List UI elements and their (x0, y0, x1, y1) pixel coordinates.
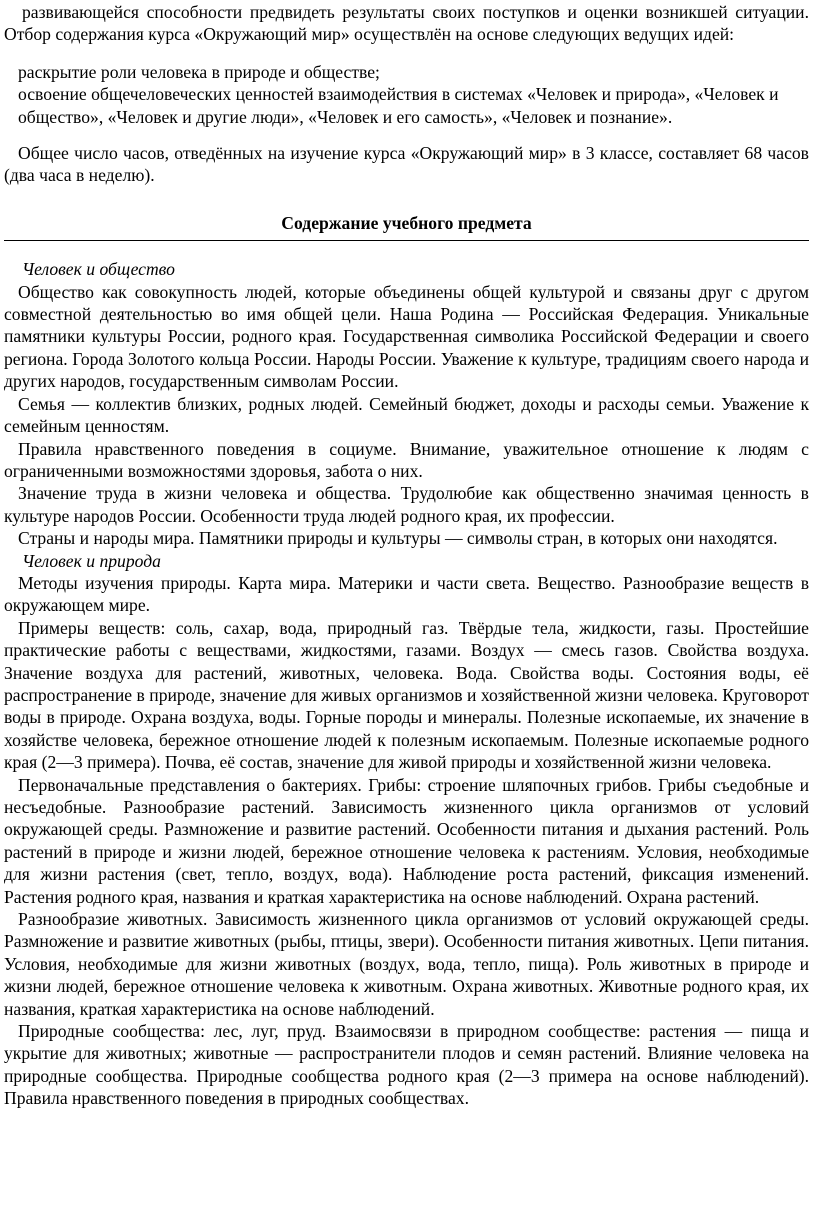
list-item: раскрытие роли человека в природе и обществе; (18, 61, 380, 82)
society-paragraph: Страны и народы мира. Памятники природы и культуры — символы стран, в которых они находятся. (18, 528, 778, 549)
section-title: Содержание учебного предмета (4, 212, 809, 241)
document-page (0, 1, 816, 1224)
nature-paragraph: Первоначальные представления о бактериях. Грибы: строение шляпочных грибов. Грибы съедобные и несъедобные. Разнообразие растений. Зависимость жизненного цикла организмов от условий окружающей среды. Размножение и развитие растений. Особенности питания и дыхания растений. Роль растений в природе и жизни людей, бережное отношение человека к растениям. Условия, необходимые для жизни растения (свет, тепло, воздух, вода). Наблюдение роста растений, фиксация изменений. Растения родного края, названия и краткая характеристика на основе наблюдений. Охрана растений. (4, 774, 809, 907)
nature-paragraph: Разнообразие животных. Зависимость жизненного цикла организмов от условий окружающей среды. Размножение и развитие животных (рыбы, птицы, звери). Особенности питания животных. Цепи питания. Условия, необходимые для жизни животных (воздух, вода, тепло, пища). Роль животных в природе и жизни людей, бережное отношение человека к животным. Охрана животных. Животные родного края, их названия, краткая характеристика на основе наблюдений. (4, 909, 809, 1019)
key-ideas-list (18, 61, 809, 128)
hours-paragraph: Общее число часов, отведённых на изучение курса «Окружающий мир» в 3 классе, составляет 68 часов (два часа в неделю). (4, 143, 809, 186)
nature-paragraph: Природные сообщества: лес, луг, пруд. Взаимосвязи в природном сообществе: растения — пища и укрытие для животных; животные — распространители плодов и семян растений. Влияние человека на природные сообщества. Природные сообщества родного края (2—3 примера на основе наблюдений). Правила нравственного поведения в природных сообществах. (4, 1021, 809, 1109)
society-paragraph: Семья — коллектив близких, родных людей. Семейный бюджет, доходы и расходы семьи. Уважение к семейным ценностям. (4, 393, 809, 437)
nature-paragraph: Примеры веществ: соль, сахар, вода, природный газ. Твёрдые тела, жидкости, газы. Простейшие практические работы с веществами, жидкостями, газами. Воздух — смесь газов. Свойства воздуха. Значение воздуха для растений, животных, человека. Вода. Свойства воды. Состояния воды, её распространение в природе, значение для живых организмов и хозяйственной жизни человека. Круговорот воды в природе. Охрана воздуха, воды. Горные породы и минералы. Полезные ископаемые, их значение в хозяйстве человека, бережное отношение людей к полезным ископаемым. Полезные ископаемые родного края (2—3 примера). Почва, её состав, значение для живой природы и хозяйственной жизни человека. (4, 617, 809, 773)
nature-paragraph: Методы изучения природы. Карта мира. Материки и части света. Вещество. Разнообразие веществ в окружающем мире. (4, 572, 809, 616)
list-item: освоение общечеловеческих ценностей взаимодействия в системах «Человек и природа», «Человек и общество», «Человек и другие люди», «Человек и его самость», «Человек и познание». (18, 84, 779, 127)
society-paragraph: Правила нравственного поведения в социуме. Внимание, уважительное отношение к людям с ограниченными возможностями здоровья, забота о них. (4, 438, 809, 481)
society-paragraph: Значение труда в жизни человека и общества. Трудолюбие как общественно значимая ценность в культуре народов России. Особенности труда людей родного края, их профессии. (4, 483, 809, 526)
nature-heading: Человек и природа (22, 550, 161, 571)
society-heading: Человек и общество (22, 259, 175, 280)
society-paragraph: Общество как совокупность людей, которые объединены общей культурой и связаны друг с другом совместной деятельностью во имя общей цели. Наша Родина — Российская Федерация. Уникальные памятники культуры России, родного края. Государственная символика Российской Федерации и своего региона. Города Золотого кольца России. Народы России. Уважение к культуре, традициям своего народа и других народов, государственным символам России. (4, 281, 809, 392)
intro-paragraph: развивающейся способности предвидеть результаты своих поступков и оценки возникшей ситуации. Отбор содержания курса «Окружающий мир» осуществлён на основе следующих ведущих идей: (4, 2, 809, 45)
